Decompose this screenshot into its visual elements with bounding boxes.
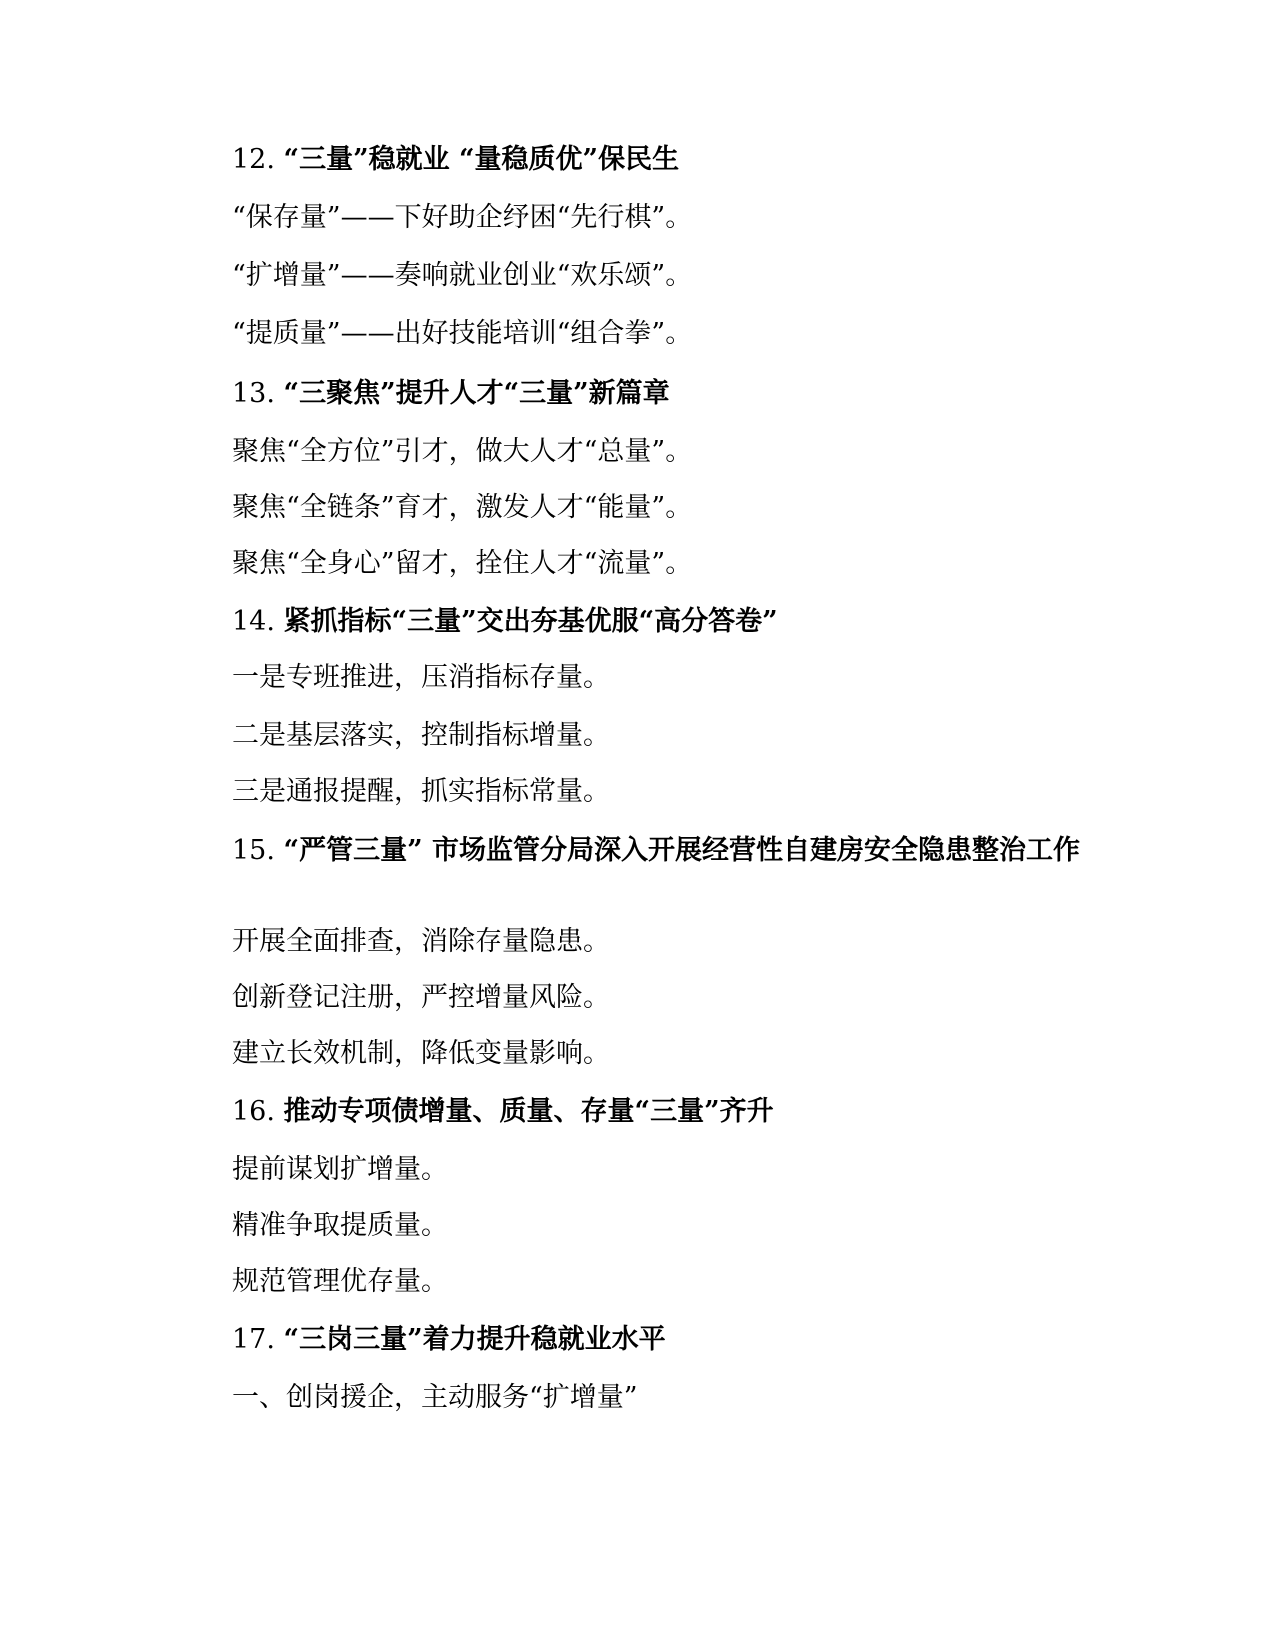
list-item: 一是专班推进，压消指标存量。 (232, 662, 610, 693)
section-heading (232, 1322, 666, 1358)
list-item: 精准争取提质量。 (232, 1210, 448, 1241)
list-item: 规范管理优存量。 (232, 1266, 448, 1297)
section-heading (232, 142, 679, 178)
list-item: 三是通报提醒，抓实指标常量。 (232, 776, 610, 807)
list-item: 聚焦“全链条”育才，激发人才“能量”。 (232, 492, 693, 523)
section-title: 推动专项债增量、质量、存量“三量”齐升 (283, 1096, 774, 1127)
section-number: 14. (232, 606, 275, 637)
list-item: 聚焦“全方位”引才，做大人才“总量”。 (232, 436, 693, 467)
list-item: 开展全面排查，消除存量隐患。 (232, 926, 610, 957)
section-heading (232, 1094, 774, 1130)
section-number: 13. (232, 378, 275, 409)
list-item: “扩增量”——奏响就业创业“欢乐颂”。 (232, 260, 693, 291)
list-item: 创新登记注册，严控增量风险。 (232, 982, 610, 1013)
section-title: 紧抓指标“三量”交出夯基优服“高分答卷” (283, 606, 778, 637)
list-item: 提前谋划扩增量。 (232, 1154, 448, 1185)
list-item: 建立长效机制，降低变量影响。 (232, 1038, 610, 1069)
list-item: 二是基层落实，控制指标增量。 (232, 720, 610, 751)
section-number: 12. (232, 144, 275, 175)
list-item: “提质量”——出好技能培训“组合拳”。 (232, 318, 693, 349)
section-title: “三量”稳就业 “量稳质优”保民生 (283, 144, 680, 175)
list-item: 聚焦“全身心”留才，拴住人才“流量”。 (232, 548, 693, 579)
section-number: 16. (232, 1096, 275, 1127)
section-number: 17. (232, 1324, 275, 1355)
section-title: “严管三量” 市场监管分局深入开展经营性自建房安全隐患整治工作 (283, 835, 1081, 866)
list-item: “保存量”——下好助企纾困“先行棋”。 (232, 202, 693, 233)
list-item: 一、创岗援企，主动服务“扩增量” (232, 1382, 638, 1413)
section-title: “三聚焦”提升人才“三量”新篇章 (283, 378, 670, 409)
section-heading (232, 376, 670, 412)
section-number: 15. (232, 835, 275, 866)
section-heading (188, 832, 1088, 870)
section-heading (232, 604, 778, 640)
section-title: “三岗三量”着力提升稳就业水平 (283, 1324, 666, 1355)
